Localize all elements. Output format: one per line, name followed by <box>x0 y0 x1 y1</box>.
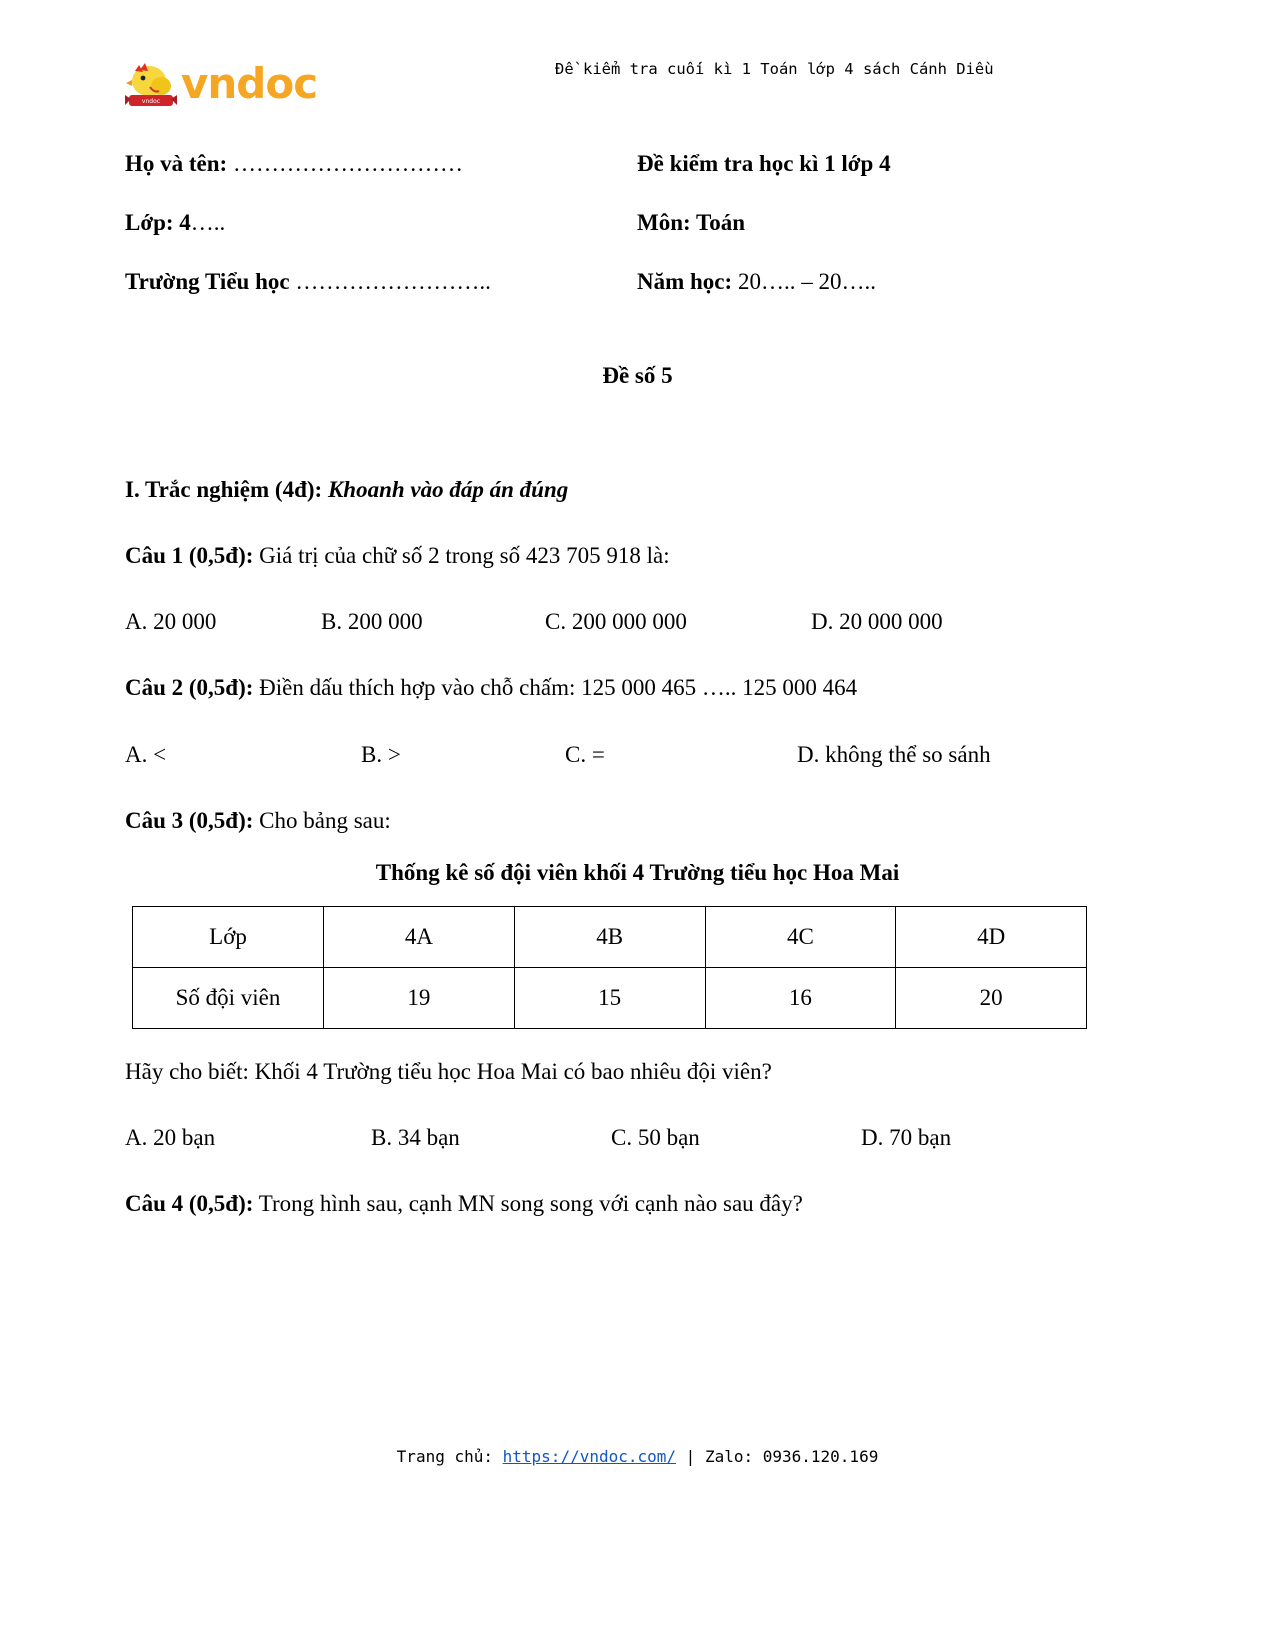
section-instruction: Khoanh vào đáp án đúng <box>322 477 569 502</box>
question-3-option-b[interactable]: B. 34 bạn <box>371 1125 460 1151</box>
school-field <box>125 270 637 293</box>
question-4-text: Trong hình sau, cạnh MN song song với cạnh nào sau đây? <box>253 1191 803 1217</box>
question-1-option-d[interactable]: D. 20 000 000 <box>811 609 943 635</box>
question-3-stem: Câu 3 (0,5đ): <box>125 807 254 833</box>
subject-label: Môn: Toán <box>637 210 746 235</box>
class-label: Lớp: 4 <box>125 210 191 235</box>
table-cell-class-header: Lớp <box>133 907 324 968</box>
table-cell-4c-header: 4C <box>705 907 896 968</box>
question-1-option-b[interactable]: B. 200 000 <box>321 609 423 635</box>
question-3-option-c[interactable]: C. 50 bạn <box>611 1125 700 1151</box>
table-cell-4d-value: 20 <box>896 968 1087 1029</box>
question-1-stem: Câu 1 (0,5đ): <box>125 543 254 568</box>
question-2-option-d[interactable]: D. không thể so sánh <box>797 741 991 767</box>
class-field <box>125 211 637 234</box>
school-dots: …………………….. <box>289 269 491 294</box>
svg-text:vndoc: vndoc <box>141 98 161 105</box>
question-2-option-a[interactable]: A. < <box>125 741 167 767</box>
document-footer <box>0 1447 1275 1466</box>
name-dots: ………………………… <box>227 151 463 176</box>
name-field <box>125 152 637 175</box>
question-3-option-a[interactable]: A. 20 bạn <box>125 1125 216 1151</box>
question-3-options <box>125 1125 1150 1151</box>
logo-wordmark: vndoc <box>181 59 318 108</box>
year-value: 20….. – 20….. <box>732 269 876 294</box>
year-label: Năm học: <box>637 269 733 294</box>
section-heading <box>125 477 1150 503</box>
table-cell-4d-header: 4D <box>896 907 1087 968</box>
document-header <box>125 0 1150 108</box>
exam-title: Đề kiểm tra học kì 1 lớp 4 <box>637 151 891 176</box>
question-4-stem: Câu 4 (0,5đ): <box>125 1191 254 1217</box>
question-3-option-d[interactable]: D. 70 bạn <box>861 1125 952 1151</box>
header-document-title: Đề kiểm tra cuối kì 1 Toán lớp 4 sách Cánh Diều <box>555 60 994 78</box>
statistics-table-caption: Thống kê số đội viên khối 4 Trường tiểu học Hoa Mai <box>375 860 900 886</box>
student-info-block <box>125 152 1150 293</box>
table-row <box>133 907 1087 968</box>
info-row-school <box>125 270 1150 293</box>
table-cell-4b-header: 4B <box>514 907 705 968</box>
table-cell-members-label: Số đội viên <box>133 968 324 1029</box>
table-cell-4a-header: 4A <box>324 907 515 968</box>
question-1 <box>125 543 1150 569</box>
question-1-option-c[interactable]: C. 200 000 000 <box>545 609 687 635</box>
question-1-options <box>125 609 1150 635</box>
section-label: I. Trắc nghiệm (4đ): <box>125 477 323 502</box>
table-cell-4b-value: 15 <box>514 968 705 1029</box>
name-label: Họ và tên: <box>125 151 228 176</box>
question-2-option-b[interactable]: B. > <box>361 741 401 767</box>
question-2-text: Điền dấu thích hợp vào chỗ chấm: 125 000 465 ….. 125 000 464 <box>253 675 858 701</box>
question-1-option-a[interactable]: A. 20 000 <box>125 609 217 635</box>
vndoc-logo <box>125 58 317 110</box>
footer-zalo: Zalo: 0936.120.169 <box>704 1447 879 1466</box>
table-cell-4a-value: 19 <box>324 968 515 1029</box>
question-3-text: Cho bảng sau: <box>253 807 391 833</box>
question-3 <box>125 808 1150 834</box>
table-cell-4c-value: 16 <box>705 968 896 1029</box>
table-row <box>133 968 1087 1029</box>
question-4 <box>125 1191 1150 1217</box>
question-2-options <box>125 742 1150 768</box>
question-2 <box>125 675 1150 701</box>
class-dots: ….. <box>190 210 226 235</box>
chick-logo-icon <box>125 59 177 109</box>
exam-number-title: Đề số 5 <box>602 363 673 388</box>
info-row-name <box>125 152 1150 175</box>
question-2-stem: Câu 2 (0,5đ): <box>125 675 254 701</box>
statistics-table <box>132 906 1087 1029</box>
footer-website-link[interactable]: https://vndoc.com/ <box>502 1447 677 1466</box>
question-3-follow-up: Hãy cho biết: Khối 4 Trường tiểu học Hoa Mai có bao nhiêu đội viên? <box>125 1059 772 1085</box>
school-label: Trường Tiểu học <box>125 269 290 294</box>
year-field <box>637 270 876 293</box>
footer-home-label: Trang chủ: <box>396 1447 503 1466</box>
question-2-option-c[interactable]: C. = <box>565 741 605 767</box>
question-1-text: Giá trị của chữ số 2 trong số 423 705 918 là: <box>253 543 670 568</box>
footer-separator: | <box>676 1447 705 1466</box>
info-row-class <box>125 211 1150 234</box>
